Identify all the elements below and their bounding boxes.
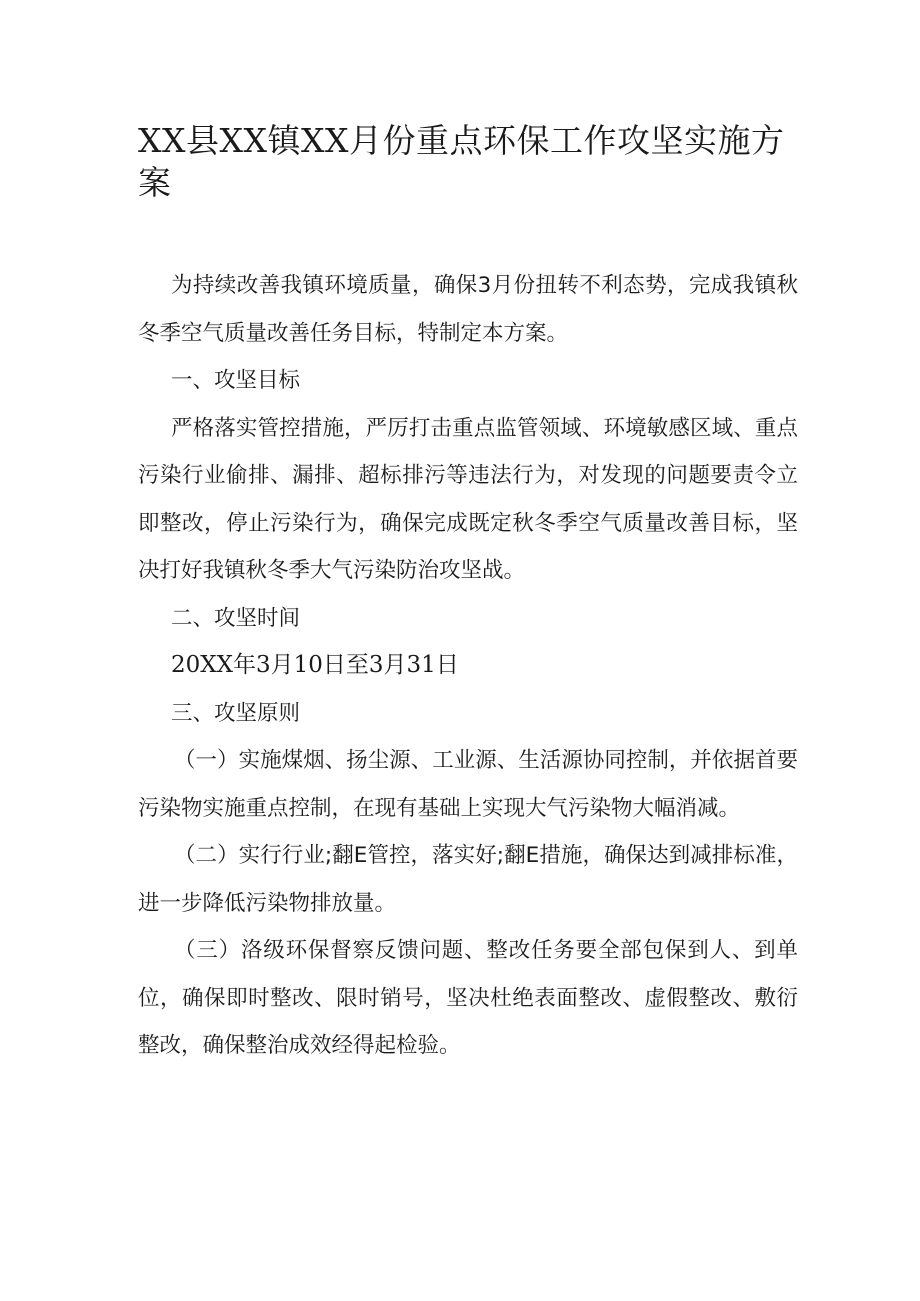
section-text-goal: 严格落实管控措施，严厉打击重点监管领域、环境敏感区域、重点污染行业偷排、漏排、超标排污等违法行为，对发现的问题要责令立即整改，停止污染行为，确保完成既定秋冬季空气质量改善目标，坚决打好我镇秋冬季大气污染防治攻坚战。 xyxy=(138,415,798,583)
section-heading-principles: 三、攻坚原则 xyxy=(171,700,301,726)
intro-paragraph: 为持续改善我镇环境质量，确保3月份扭转不利态势，完成我镇秋冬季空气质量改善任务目标，特制定本方案。 xyxy=(138,273,798,346)
document-title: XX县XX镇XX月份重点环保工作攻坚实施方案 xyxy=(138,121,785,202)
principle-item-2: （二）实行行业;翻E管控，落实好;翻E措施，确保达到减排标准，进一步降低污染物排放量。 xyxy=(138,843,798,916)
section-text-time: 20XX年3月10日至3月31日 xyxy=(171,652,459,678)
principle-item-3: （三）洛级环保督察反馈问题、整改任务要全部包保到人、到单位，确保即时整改、限时销号，坚决杜绝表面整改、虚假整改、敷衍整改，确保整治成效经得起检验。 xyxy=(138,938,798,1058)
document-body xyxy=(138,262,798,1070)
principle-item-1: （一）实施煤烟、扬尘源、工业源、生活源协同控制，并依据首要污染物实施重点控制，在现有基础上实现大气污染物大幅消减。 xyxy=(138,748,798,821)
section-heading-time: 二、攻坚时间 xyxy=(171,605,301,631)
section-heading-goal: 一、攻坚目标 xyxy=(171,368,301,393)
